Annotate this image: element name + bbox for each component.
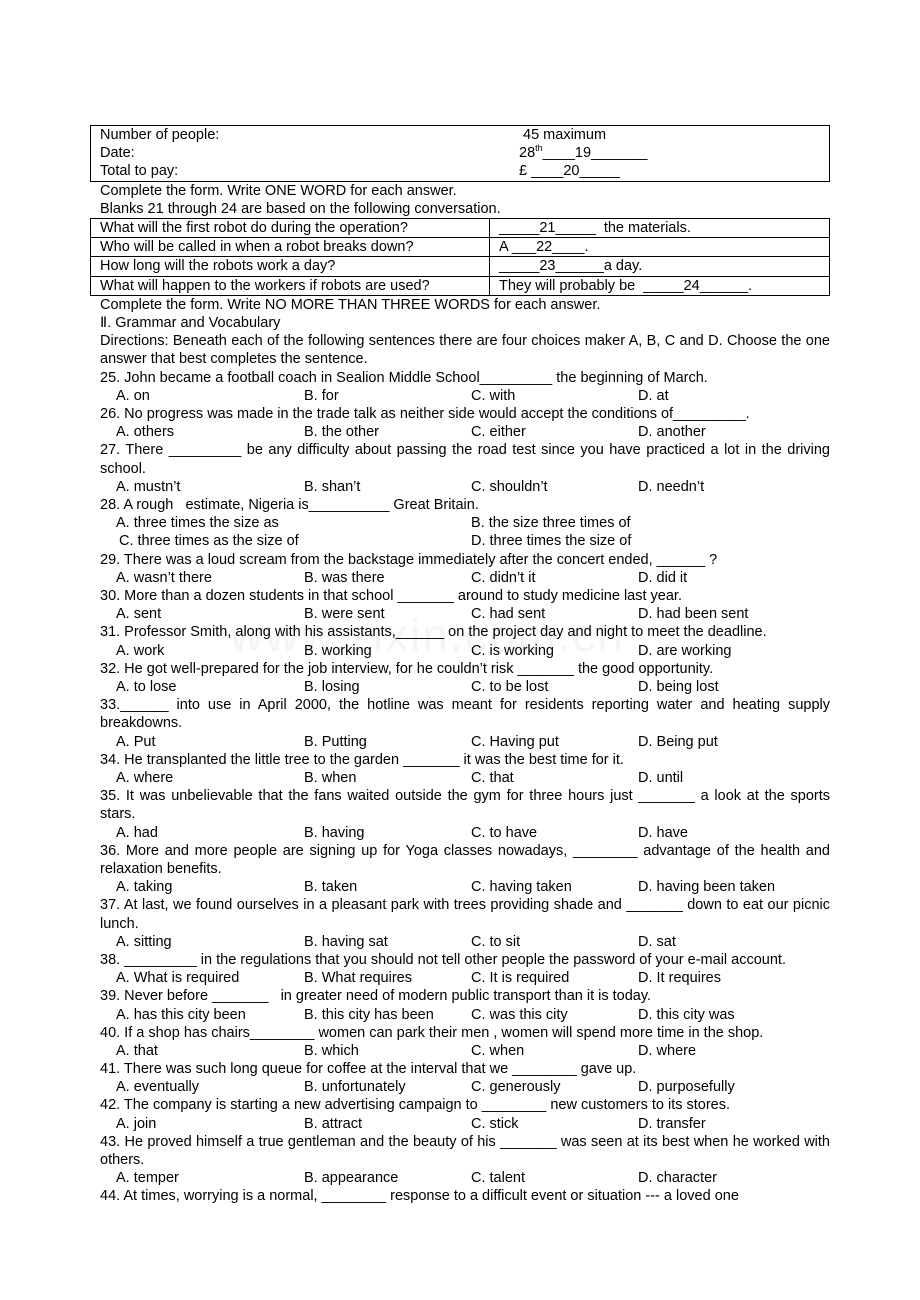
- choice-d[interactable]: D. had been sent: [638, 606, 749, 623]
- choice-row: [90, 1042, 830, 1060]
- question-31: [90, 623, 830, 659]
- choice-row: [90, 532, 830, 550]
- question-36: [90, 842, 835, 897]
- choice-a[interactable]: A. Put: [116, 733, 156, 750]
- choice-d[interactable]: D. until: [638, 769, 684, 786]
- choice-d[interactable]: D. character: [638, 1170, 717, 1187]
- question-stem: 25. John became a football coach in Sealion Middle School_________ the beginning of March.: [100, 369, 708, 386]
- choice-a[interactable]: A. has this city been: [116, 1006, 246, 1023]
- question-list: [90, 369, 835, 1206]
- choice-a[interactable]: A. sent: [116, 606, 162, 623]
- choice-row: [90, 969, 830, 987]
- choice-c[interactable]: C. having taken: [471, 879, 572, 896]
- question-stem: 44. At times, worrying is a normal, ________ response to a difficult event or situation --- a loved one: [100, 1188, 739, 1205]
- question-35: [90, 787, 835, 842]
- choice-row: [90, 1078, 830, 1096]
- question-stem: 38. _________ in the regulations that you should not tell other people the password of your e-mail account.: [100, 951, 786, 968]
- form-row: [91, 162, 830, 181]
- question-43: [90, 1133, 835, 1188]
- choice-a[interactable]: A. three times the size as: [116, 515, 279, 532]
- form-row: [91, 126, 830, 145]
- question-42: [90, 1096, 830, 1132]
- choice-c[interactable]: C. didn’t it: [471, 569, 536, 586]
- question-stem: 29. There was a loud scream from the backstage immediately after the concert ended, ______ ?: [100, 551, 718, 568]
- question-stem: 35. It was unbelievable that the fans waited outside the gym for three hours just _______ a look at the sports stars.: [100, 788, 835, 823]
- exam-page: [90, 125, 835, 1206]
- form-label: Total to pay:: [100, 163, 179, 180]
- question-stem: 32. He got well-prepared for the job interview, for he couldn’t risk _______ the good opportunity.: [100, 660, 714, 677]
- choice-c[interactable]: C. was this city: [471, 1006, 568, 1023]
- question-stem: 43. He proved himself a true gentleman and the beauty of his _______ was seen at its best when he worked with others.: [100, 1133, 835, 1169]
- choice-a[interactable]: A. on: [116, 387, 150, 404]
- directions: Directions: Beneath each of the following sentences there are four choices maker A, B, C and D. Choose the one answer that best completes the sentence.: [100, 333, 830, 368]
- choice-c[interactable]: C. three times as the size of: [119, 533, 299, 550]
- choice-a[interactable]: A. join: [116, 1115, 157, 1132]
- choice-a[interactable]: A. where: [116, 769, 174, 786]
- choice-b[interactable]: B. the size three times of: [471, 515, 631, 532]
- ordinal-suffix: th: [535, 143, 543, 154]
- choice-row: [90, 733, 830, 751]
- choice-b[interactable]: B. working: [304, 642, 372, 659]
- form-value-text: 28: [519, 145, 536, 162]
- choice-row: [90, 1169, 830, 1187]
- choice-c[interactable]: C. when: [471, 1042, 525, 1059]
- choice-b[interactable]: B. What requires: [304, 970, 412, 987]
- choice-d[interactable]: D. three times the size of: [471, 533, 632, 550]
- form-row: [91, 144, 830, 162]
- question-27: [90, 441, 835, 496]
- form-value: [519, 126, 830, 145]
- choice-row: [90, 478, 830, 496]
- question-stem: 39. Never before _______ in greater need of modern public transport than it is today.: [100, 988, 652, 1005]
- answer-blank[interactable]: They will probably be _____24______.: [490, 276, 830, 295]
- choice-d[interactable]: D. another: [638, 424, 706, 441]
- choice-b[interactable]: B. Putting: [304, 733, 367, 750]
- question-39: [90, 987, 830, 1023]
- choice-row: [90, 642, 830, 660]
- question-28: [90, 496, 830, 551]
- form-row: [91, 238, 830, 257]
- form-label: Date:: [100, 145, 135, 162]
- choice-a[interactable]: A. work: [116, 642, 165, 659]
- choice-c[interactable]: C. to sit: [471, 933, 521, 950]
- question-stem: 31. Professor Smith, along with his assistants,______ on the project day and night to meet the deadline.: [100, 624, 767, 641]
- choice-c[interactable]: C. with: [471, 387, 516, 404]
- choice-row: [90, 569, 830, 587]
- answer-blank[interactable]: _____21_____ the materials.: [490, 219, 830, 238]
- answer-blank[interactable]: A ___22____.: [490, 238, 830, 257]
- choice-c[interactable]: C. It is required: [471, 970, 570, 987]
- question-stem: 40. If a shop has chairs________ women can park their men , women will spend more time in the shop.: [100, 1024, 764, 1041]
- form-row: [91, 257, 830, 276]
- choice-c[interactable]: C. generously: [471, 1079, 561, 1096]
- choice-d[interactable]: D. transfer: [638, 1115, 706, 1132]
- question-stem: 34. He transplanted the little tree to the garden _______ it was the best time for it.: [100, 751, 624, 768]
- choice-row: [90, 1006, 830, 1024]
- question-32: [90, 660, 830, 696]
- question-stem: 28. A rough estimate, Nigeria is__________ Great Britain.: [100, 497, 479, 514]
- choice-a[interactable]: A. What is required: [116, 970, 240, 987]
- choice-c[interactable]: C. stick: [471, 1115, 519, 1132]
- choice-a[interactable]: A. mustn’t: [116, 478, 181, 495]
- question-37: [90, 896, 835, 951]
- form-value-text: £: [519, 163, 532, 180]
- choice-d[interactable]: D. this city was: [638, 1006, 735, 1023]
- choice-c[interactable]: C. Having put: [471, 733, 559, 750]
- form-instruction-1: Complete the form. Write ONE WORD for each answer.: [100, 182, 457, 199]
- choice-a[interactable]: A. had: [116, 824, 158, 841]
- choice-b[interactable]: B. which: [304, 1042, 359, 1059]
- choice-b[interactable]: B. having: [304, 824, 365, 841]
- question-33: [90, 696, 835, 751]
- answer-blank[interactable]: ____19_______: [542, 145, 648, 162]
- choice-d[interactable]: D. Being put: [638, 733, 718, 750]
- choice-c[interactable]: C. that: [471, 769, 514, 786]
- choice-b[interactable]: B. for: [304, 387, 339, 404]
- choice-b[interactable]: B. unfortunately: [304, 1079, 406, 1096]
- choice-d[interactable]: D. having been taken: [638, 879, 776, 896]
- choice-b[interactable]: B. when: [304, 769, 357, 786]
- question-34: [90, 751, 830, 787]
- question-stem: 26. No progress was made in the trade talk as neither side would accept the conditions of_________.: [100, 406, 750, 423]
- choice-b[interactable]: B. were sent: [304, 606, 385, 623]
- question-26: [90, 405, 830, 441]
- choice-a[interactable]: A. that: [116, 1042, 158, 1059]
- form-instruction-2: Complete the form. Write NO MORE THAN THREE WORDS for each answer.: [100, 296, 601, 313]
- question-38: [90, 951, 830, 987]
- choice-d[interactable]: D. needn’t: [638, 478, 705, 495]
- answer-blank[interactable]: _____23______a day.: [490, 257, 830, 276]
- choice-d[interactable]: D. where: [638, 1042, 697, 1059]
- question-stem: 41. There was such long queue for coffee at the interval that we ________ gave up.: [100, 1061, 637, 1078]
- choice-row: [90, 878, 830, 896]
- form-row: [91, 219, 830, 238]
- choice-d[interactable]: D. have: [638, 824, 688, 841]
- question-stem: 33.______ into use in April 2000, the hotline was meant for residents reporting water and heating supply breakdowns.: [100, 697, 835, 732]
- choice-row: [90, 769, 830, 787]
- question-stem: 27. There _________ be any difficulty about passing the road test since you have practiced a lot in the driving school.: [100, 442, 835, 477]
- choice-b[interactable]: B. was there: [304, 569, 385, 586]
- question-41: [90, 1060, 830, 1096]
- choice-b[interactable]: B. taken: [304, 879, 358, 896]
- choice-b[interactable]: B. attract: [304, 1115, 363, 1132]
- choice-d[interactable]: D. are working: [638, 642, 732, 659]
- form-question: Who will be called in when a robot breaks down?: [91, 238, 490, 257]
- question-25: [90, 369, 830, 405]
- form-value: [519, 162, 830, 181]
- choice-b[interactable]: B. losing: [304, 678, 360, 695]
- choice-d[interactable]: D. being lost: [638, 678, 719, 695]
- choice-d[interactable]: D. purposefully: [638, 1079, 735, 1096]
- choice-d[interactable]: D. did it: [638, 569, 688, 586]
- choice-a[interactable]: A. eventually: [116, 1079, 200, 1096]
- choice-row: [90, 678, 830, 696]
- question-30: [90, 587, 830, 623]
- question-29: [90, 551, 830, 587]
- form-question: What will happen to the workers if robots are used?: [91, 276, 490, 295]
- choice-b[interactable]: B. the other: [304, 424, 379, 441]
- choice-b[interactable]: B. shan’t: [304, 478, 361, 495]
- choice-a[interactable]: A. taking: [116, 879, 173, 896]
- choice-a[interactable]: A. temper: [116, 1170, 179, 1187]
- choice-a[interactable]: A. wasn’t there: [116, 569, 212, 586]
- choice-c[interactable]: C. is working: [471, 642, 554, 659]
- question-stem: 42. The company is starting a new advertising campaign to ________ new customers to its stores.: [100, 1097, 731, 1114]
- choice-c[interactable]: C. had sent: [471, 606, 546, 623]
- choice-row: [90, 933, 830, 951]
- form-value: [519, 144, 830, 162]
- answer-blank[interactable]: ____20_____: [531, 163, 620, 180]
- choice-a[interactable]: A. to lose: [116, 678, 177, 695]
- choice-row: [90, 423, 830, 441]
- choice-row: [90, 387, 830, 405]
- question-40: [90, 1024, 830, 1060]
- choice-c[interactable]: C. to have: [471, 824, 538, 841]
- choice-d[interactable]: D. It requires: [638, 970, 721, 987]
- choice-c[interactable]: C. to be lost: [471, 678, 549, 695]
- choice-a[interactable]: A. others: [116, 424, 175, 441]
- booking-form-table: [90, 125, 830, 182]
- question-stem: 30. More than a dozen students in that school _______ around to study medicine last year.: [100, 587, 682, 604]
- choice-row: [90, 1115, 830, 1133]
- choice-b[interactable]: B. this city has been: [304, 1006, 434, 1023]
- question-stem: 37. At last, we found ourselves in a pleasant park with trees providing shade and _______ down to eat our picnic lunch.: [100, 897, 835, 932]
- question-stem: 36. More and more people are signing up for Yoga classes nowadays, ________ advantage of the health and relaxation benefits.: [100, 842, 835, 877]
- form-question: How long will the robots work a day?: [91, 257, 490, 276]
- form-row: [91, 276, 830, 295]
- form-label: Number of people:: [100, 127, 220, 143]
- choice-a[interactable]: A. sitting: [116, 933, 172, 950]
- choice-c[interactable]: C. either: [471, 424, 526, 441]
- question-44: [90, 1187, 830, 1205]
- choice-d[interactable]: D. at: [638, 387, 669, 404]
- choice-row: [90, 824, 830, 842]
- choice-row: [90, 514, 830, 532]
- form-question: What will the first robot do during the operation?: [91, 219, 490, 238]
- robot-form-table: [90, 218, 830, 296]
- conversation-note: Blanks 21 through 24 are based on the following conversation.: [100, 200, 501, 217]
- form-value-text: 45 maximum: [519, 127, 607, 143]
- section-heading: Ⅱ. Grammar and Vocabulary: [100, 315, 281, 332]
- choice-row: [90, 605, 830, 623]
- choice-c[interactable]: C. shouldn’t: [471, 478, 548, 495]
- choice-b[interactable]: B. having sat: [304, 933, 388, 950]
- choice-d[interactable]: D. sat: [638, 933, 676, 950]
- choice-b[interactable]: B. appearance: [304, 1170, 399, 1187]
- choice-c[interactable]: C. talent: [471, 1170, 525, 1187]
